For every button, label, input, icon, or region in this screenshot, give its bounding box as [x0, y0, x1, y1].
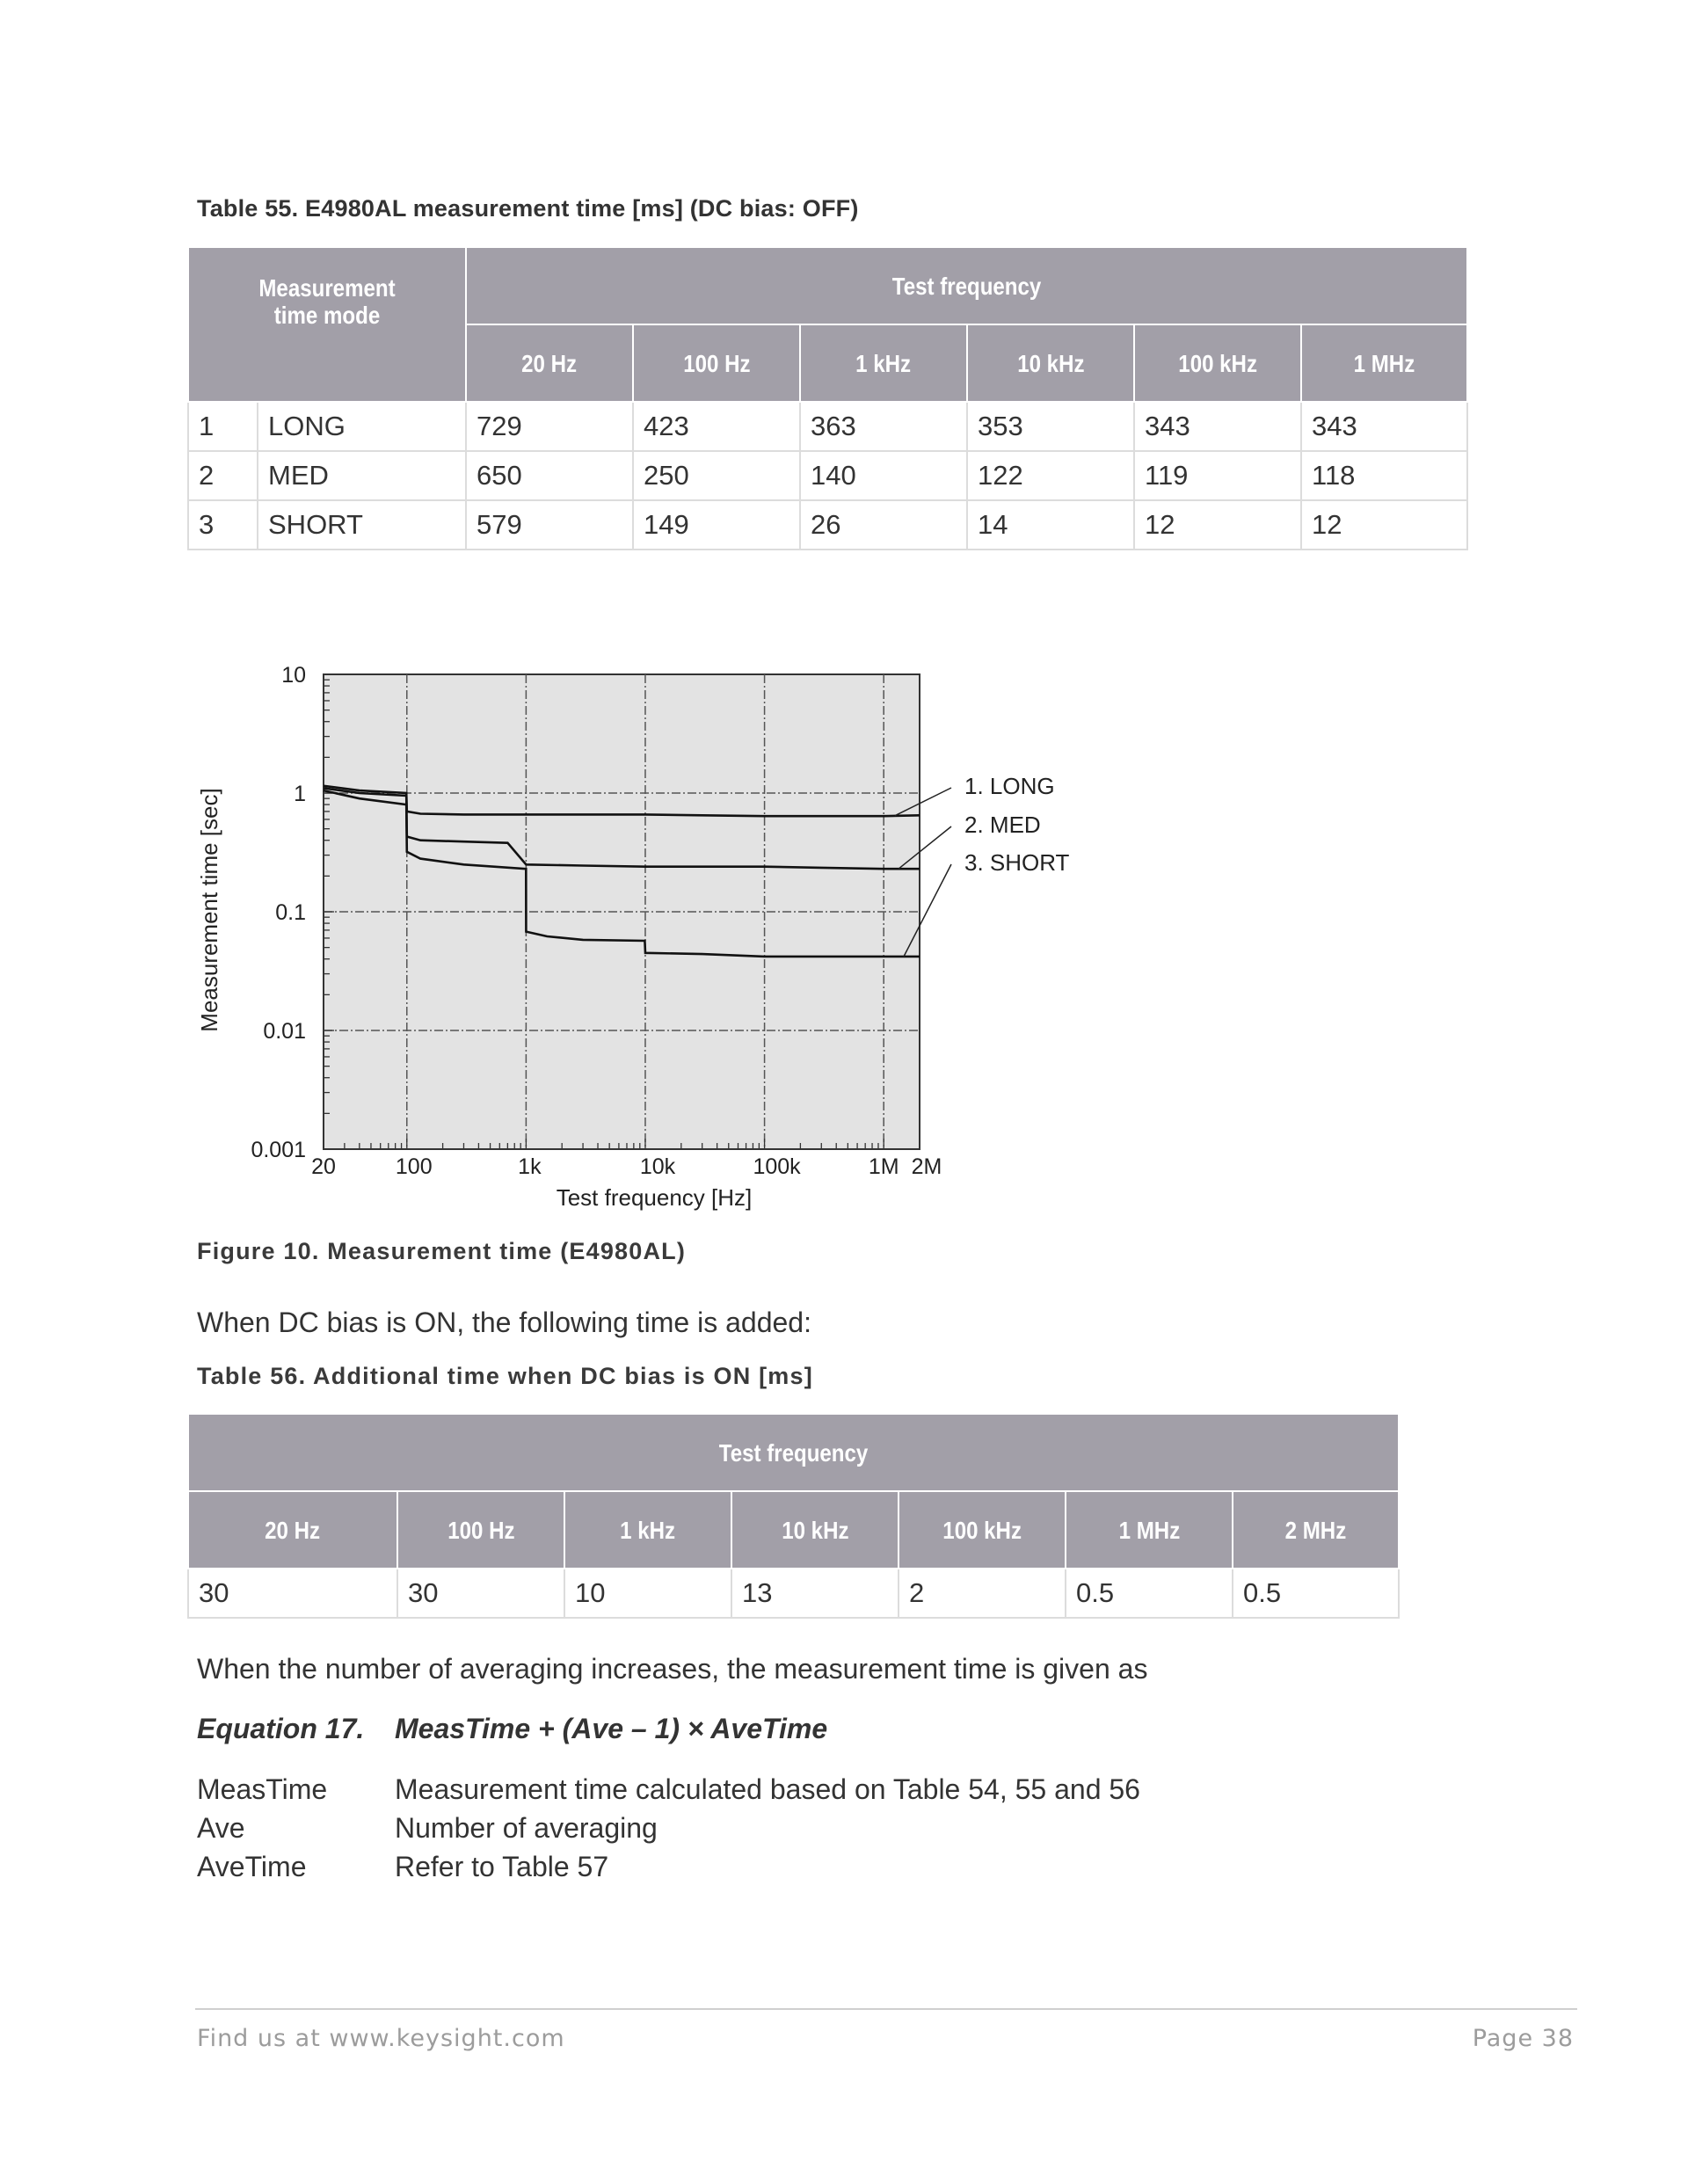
- value-cell: 0.5: [1233, 1569, 1399, 1618]
- definition-desc: Number of averaging: [395, 1812, 658, 1844]
- freq-header: 1 MHz: [1301, 324, 1467, 402]
- legend-label: 2. MED: [964, 812, 1041, 838]
- value-cell: 149: [633, 500, 800, 550]
- value-cell: 250: [633, 451, 800, 500]
- freq-header: 1 kHz: [564, 1491, 731, 1569]
- value-cell: 30: [188, 1569, 397, 1618]
- table-row: [188, 451, 1467, 500]
- value-cell: 2: [899, 1569, 1066, 1618]
- figure-10-caption: Figure 10. Measurement time (E4980AL): [197, 1238, 687, 1264]
- x-tick-label: 20: [311, 1154, 336, 1179]
- mode-cell: MED: [258, 451, 466, 500]
- footer-divider: [195, 2008, 1577, 2010]
- value-cell: 363: [800, 402, 967, 451]
- row-number: 1: [188, 402, 258, 451]
- table-56: [187, 1413, 1400, 1619]
- y-tick-label: 10: [281, 663, 306, 688]
- mode-cell: SHORT: [258, 500, 466, 550]
- value-cell: 10: [564, 1569, 731, 1618]
- value-cell: 423: [633, 402, 800, 451]
- value-cell: 13: [731, 1569, 899, 1618]
- value-cell: 353: [967, 402, 1134, 451]
- row-number: 3: [188, 500, 258, 550]
- table-row: [188, 1569, 1399, 1618]
- value-cell: 140: [800, 451, 967, 500]
- test-frequency-header: Test frequency: [466, 247, 1467, 324]
- value-cell: 12: [1301, 500, 1467, 550]
- x-axis-label: Test frequency [Hz]: [556, 1184, 753, 1211]
- test-frequency-header: Test frequency: [188, 1414, 1399, 1491]
- definition-desc: Measurement time calculated based on Table 54, 55 and 56: [395, 1773, 1140, 1805]
- value-cell: 119: [1134, 451, 1301, 500]
- value-cell: 122: [967, 451, 1134, 500]
- y-tick-labels: [251, 663, 306, 1162]
- value-cell: 0.5: [1066, 1569, 1233, 1618]
- row-number: 2: [188, 451, 258, 500]
- table-row: [188, 402, 1467, 451]
- footer-website: Find us at www.keysight.com: [197, 2025, 565, 2052]
- definition-desc: Refer to Table 57: [395, 1851, 609, 1882]
- x-tick-labels: [311, 1154, 942, 1179]
- value-cell: 14: [967, 500, 1134, 550]
- legend: [964, 773, 1070, 876]
- legend-label: 1. LONG: [964, 773, 1055, 799]
- freq-header: 20 Hz: [188, 1491, 397, 1569]
- definition-term: MeasTime: [197, 1773, 328, 1805]
- y-tick-label: 0.1: [275, 900, 306, 925]
- value-cell: 118: [1301, 451, 1467, 500]
- table-55: [187, 246, 1468, 550]
- value-cell: 12: [1134, 500, 1301, 550]
- freq-header: 100 kHz: [1134, 324, 1301, 402]
- y-tick-label: 1: [294, 782, 306, 806]
- equation-label: Equation 17.: [197, 1713, 365, 1744]
- table-row: [188, 500, 1467, 550]
- freq-header: 10 kHz: [731, 1491, 899, 1569]
- y-axis-label: Measurement time [sec]: [196, 788, 222, 1032]
- definition-term: AveTime: [197, 1851, 307, 1882]
- mode-cell: LONG: [258, 402, 466, 451]
- y-tick-label: 0.001: [251, 1138, 306, 1162]
- x-tick-label: 2M: [911, 1154, 942, 1179]
- freq-header: 100 kHz: [899, 1491, 1066, 1569]
- definition-term: Ave: [197, 1812, 245, 1844]
- freq-header: 10 kHz: [967, 324, 1134, 402]
- table-56-frequency-row: [188, 1491, 1399, 1569]
- x-tick-label: 100k: [753, 1154, 801, 1179]
- y-tick-label: 0.01: [263, 1019, 306, 1044]
- value-cell: 26: [800, 500, 967, 550]
- value-cell: 343: [1134, 402, 1301, 451]
- value-cell: 579: [466, 500, 633, 550]
- measurement-time-chart: [176, 642, 1143, 1222]
- value-cell: 343: [1301, 402, 1467, 451]
- dc-bias-intro: When DC bias is ON, the following time is added:: [197, 1307, 811, 1338]
- freq-header: 1 kHz: [800, 324, 967, 402]
- equation-formula: MeasTime + (Ave – 1) × AveTime: [395, 1713, 828, 1744]
- x-tick-label: 10k: [639, 1154, 676, 1179]
- value-cell: 30: [397, 1569, 564, 1618]
- x-tick-label: 1k: [518, 1154, 542, 1179]
- table-56-caption: Table 56. Additional time when DC bias is ON [ms]: [197, 1363, 813, 1389]
- freq-header: 20 Hz: [466, 324, 633, 402]
- averaging-intro: When the number of averaging increases, the measurement time is given as: [197, 1653, 1148, 1685]
- table-55-caption: Table 55. E4980AL measurement time [ms] (DC bias: OFF): [197, 195, 859, 222]
- value-cell: 729: [466, 402, 633, 451]
- freq-header: 2 MHz: [1233, 1491, 1399, 1569]
- footer-page-number: Page 38: [1472, 2025, 1574, 2052]
- x-tick-label: 1M: [868, 1154, 899, 1179]
- value-cell: 650: [466, 451, 633, 500]
- freq-header: 1 MHz: [1066, 1491, 1233, 1569]
- x-tick-label: 100: [395, 1154, 433, 1179]
- mode-header: Measurement time mode: [188, 247, 466, 402]
- legend-label: 3. SHORT: [964, 849, 1070, 876]
- freq-header: 100 Hz: [633, 324, 800, 402]
- freq-header: 100 Hz: [397, 1491, 564, 1569]
